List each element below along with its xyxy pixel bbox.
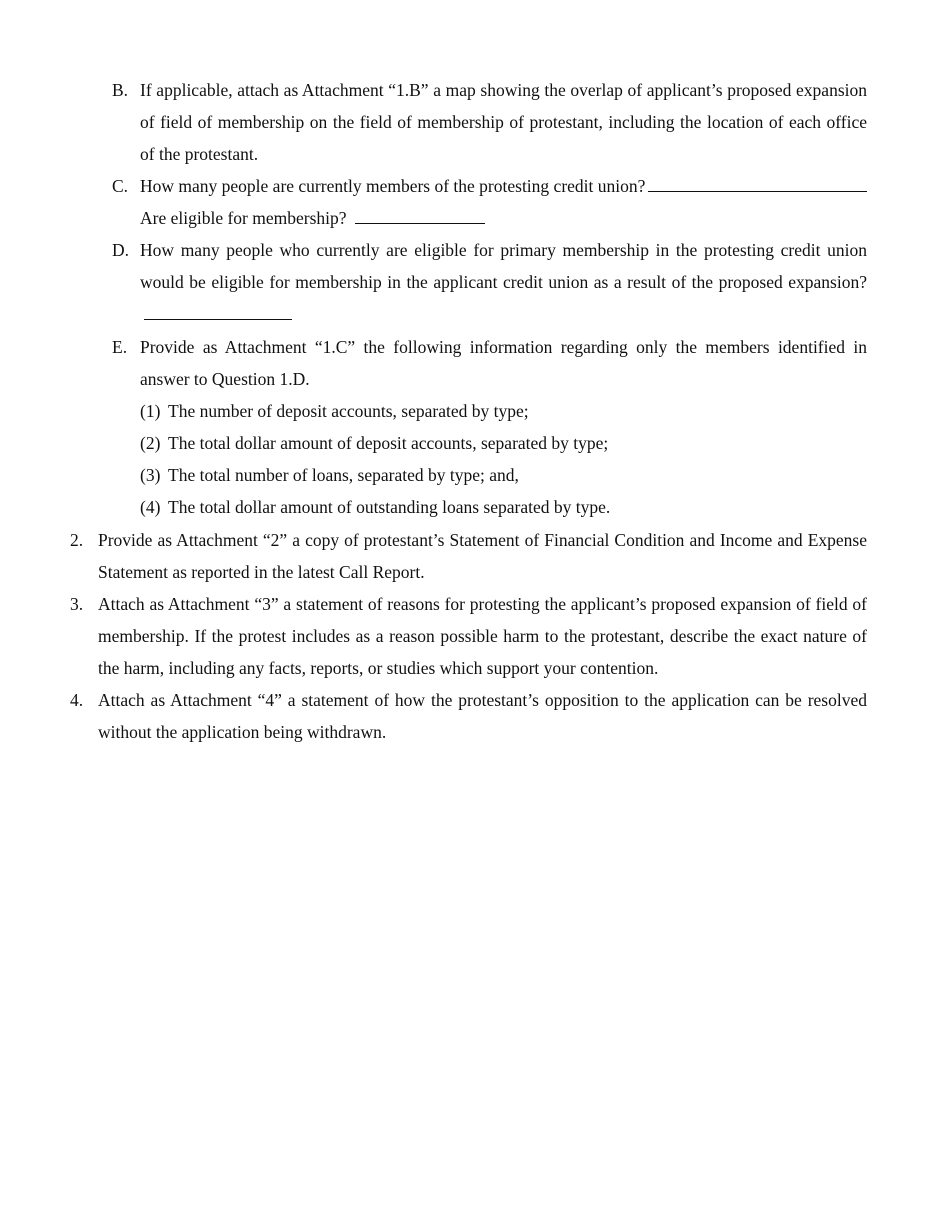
eligible-primary-answer-blank[interactable]: [144, 302, 292, 320]
subitem-1: [140, 395, 867, 427]
subitem-3-text: The total number of loans, separated by type; and,: [168, 465, 519, 485]
item-c-question-members: How many people are currently members of the protesting credit union?: [140, 176, 646, 196]
item-d-text: How many people who currently are eligible for primary membership in the protesting credit union would be eligible for membership in the applicant credit union as a result of the proposed expansion?: [140, 240, 867, 292]
item-d-body: [140, 234, 867, 330]
item-d: [112, 234, 867, 330]
subitem-1-text: The number of deposit accounts, separated by type;: [168, 401, 529, 421]
item-e-marker: E.: [112, 337, 128, 357]
eligible-answer-blank[interactable]: [355, 206, 485, 224]
item-c-body: [140, 170, 867, 234]
item-4-marker: 4.: [70, 690, 84, 710]
item-3-marker: 3.: [70, 594, 84, 614]
item-e-text: Provide as Attachment “1.C” the following information regarding only the members identified in answer to Question 1.D.: [140, 337, 867, 389]
subitem-2-marker: (2): [140, 433, 161, 453]
subitem-4-marker: (4): [140, 497, 161, 517]
item-e-body: [140, 331, 867, 523]
members-answer-blank[interactable]: [648, 174, 867, 192]
subitem-4: [140, 491, 867, 523]
item-3: [70, 588, 867, 684]
item-b-marker: B.: [112, 80, 129, 100]
subitem-3: [140, 459, 867, 491]
subitem-1-marker: (1): [140, 401, 161, 421]
item-2: [70, 524, 867, 588]
item-b: [112, 74, 867, 170]
item-b-text: If applicable, attach as Attachment “1.B” a map showing the overlap of applicant’s proposed expansion of field of membership on the field of membership of protestant, including the location of each office of the protestant.: [140, 80, 867, 164]
item-3-text: Attach as Attachment “3” a statement of reasons for protesting the applicant’s proposed expansion of field of membership. If the protest includes as a reason possible harm to the protestant, describe the exact nature of the harm, including any facts, reports, or studies which support your contention.: [98, 594, 867, 678]
subitem-2: [140, 427, 867, 459]
item-4: [70, 684, 867, 748]
item-c: [112, 170, 867, 234]
item-e: [112, 331, 867, 523]
item-d-marker: D.: [112, 240, 130, 260]
item-2-text: Provide as Attachment “2” a copy of protestant’s Statement of Financial Condition and Income and Expense Statement as reported in the latest Call Report.: [98, 530, 867, 582]
subitem-3-marker: (3): [140, 465, 161, 485]
subitem-4-text: The total dollar amount of outstanding loans separated by type.: [168, 497, 611, 517]
item-c-question-eligible: Are eligible for membership?: [140, 208, 347, 228]
item-4-text: Attach as Attachment “4” a statement of how the protestant’s opposition to the application can be resolved without the application being withdrawn.: [98, 690, 867, 742]
subitem-2-text: The total dollar amount of deposit accounts, separated by type;: [168, 433, 609, 453]
item-c-marker: C.: [112, 176, 129, 196]
item-2-marker: 2.: [70, 530, 84, 550]
